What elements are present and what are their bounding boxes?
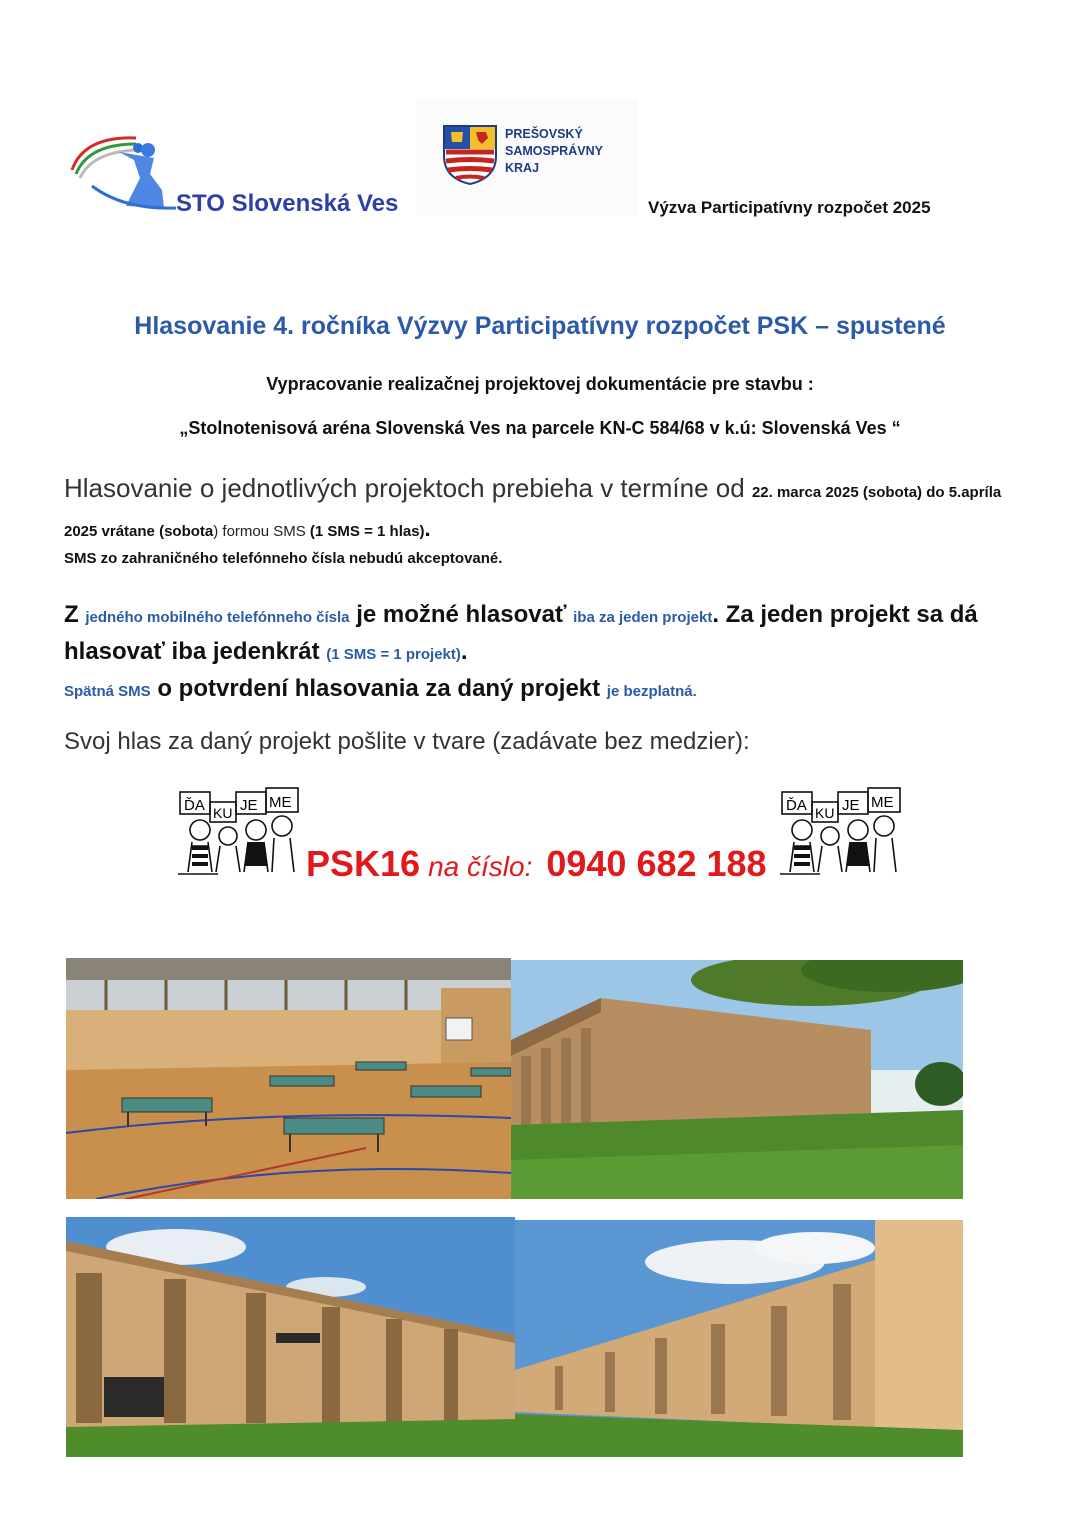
sign-text: KU — [815, 805, 835, 821]
voting-period-rule: (1 SMS = 1 hlas) — [309, 523, 425, 540]
psk-logo-text: PREŠOVSKÝ SAMOSPRÁVNY KRAJ — [505, 127, 603, 175]
psk-logo — [416, 98, 638, 216]
exterior-render-photo — [515, 1220, 963, 1457]
sign-text: ME — [871, 794, 894, 811]
foreign-number-note: SMS zo zahraničného telefónneho čísla nebudú akceptované. — [64, 550, 503, 567]
sms-phone-number: 0940 682 188 — [546, 843, 767, 884]
sign-text: ME — [269, 794, 292, 811]
rules-text: Z — [64, 601, 86, 628]
sto-logo-text: STO Slovenská Ves — [176, 190, 399, 217]
sto-logo — [64, 130, 424, 225]
voting-period-intro: Hlasovanie o jednotlivých projektoch prebieha v termíne od — [64, 473, 752, 503]
page-title: Hlasovanie 4. ročníka Výzvy Participatívny rozpočet PSK – spustené — [134, 312, 946, 340]
interior-render-photo — [66, 958, 511, 1199]
kids-thank-you-icon — [780, 786, 905, 881]
rules-text: . Za jeden projekt sa dá hlasovať iba jedenkrát — [64, 601, 978, 665]
voting-period-method: ) formou SMS — [213, 523, 310, 540]
sms-instruction — [306, 843, 767, 885]
sign-text: ĎA — [184, 797, 205, 814]
exterior-render-photo — [511, 960, 963, 1199]
coat-of-arms-icon — [442, 124, 498, 186]
rules-text: o potvrdení hlasovania za daný projekt — [150, 675, 607, 702]
sms-code: PSK16 — [306, 843, 421, 884]
rules-highlight: jedného mobilného telefónneho čísla — [85, 609, 350, 626]
rules-highlight: (1 SMS = 1 projekt) — [326, 646, 461, 663]
sign-text: ĎA — [786, 797, 807, 814]
rules-text: je možné hlasovať — [349, 601, 574, 628]
rules-highlight: Spätná SMS — [64, 683, 151, 700]
project-title: „Stolnotenisová aréna Slovenská Ves na parcele KN-C 584/68 v k.ú: Slovenská Ves “ — [179, 418, 901, 438]
exterior-render-photo — [66, 1217, 515, 1457]
thank-you-kids-illustration — [780, 786, 905, 881]
rules-highlight: iba za jeden projekt — [573, 609, 713, 626]
voting-period-dates: 22. marca 2025 (sobota) do 5.apríla 2025 vrátane (sobota — [64, 484, 1002, 540]
thank-you-kids-illustration — [178, 786, 303, 881]
voting-rules — [64, 598, 1044, 709]
sign-text: JE — [240, 797, 258, 814]
sign-text: KU — [213, 805, 233, 821]
voting-period-end: . — [424, 516, 431, 541]
sign-text: JE — [842, 797, 860, 814]
rules-text: . — [460, 638, 468, 665]
kids-thank-you-icon — [178, 786, 303, 881]
voting-period-paragraph — [64, 470, 1024, 550]
challenge-label: Výzva Participatívny rozpočet 2025 — [648, 198, 931, 217]
rules-highlight: je bezplatná. — [606, 683, 697, 700]
subtitle: Vypracovanie realizačnej projektovej dokumentácie pre stavbu : — [266, 374, 814, 394]
sms-to-label: na číslo: — [428, 851, 533, 882]
send-instruction: Svoj hlas za daný projekt pošlite v tvare (zadávate bez medzier): — [64, 728, 750, 755]
